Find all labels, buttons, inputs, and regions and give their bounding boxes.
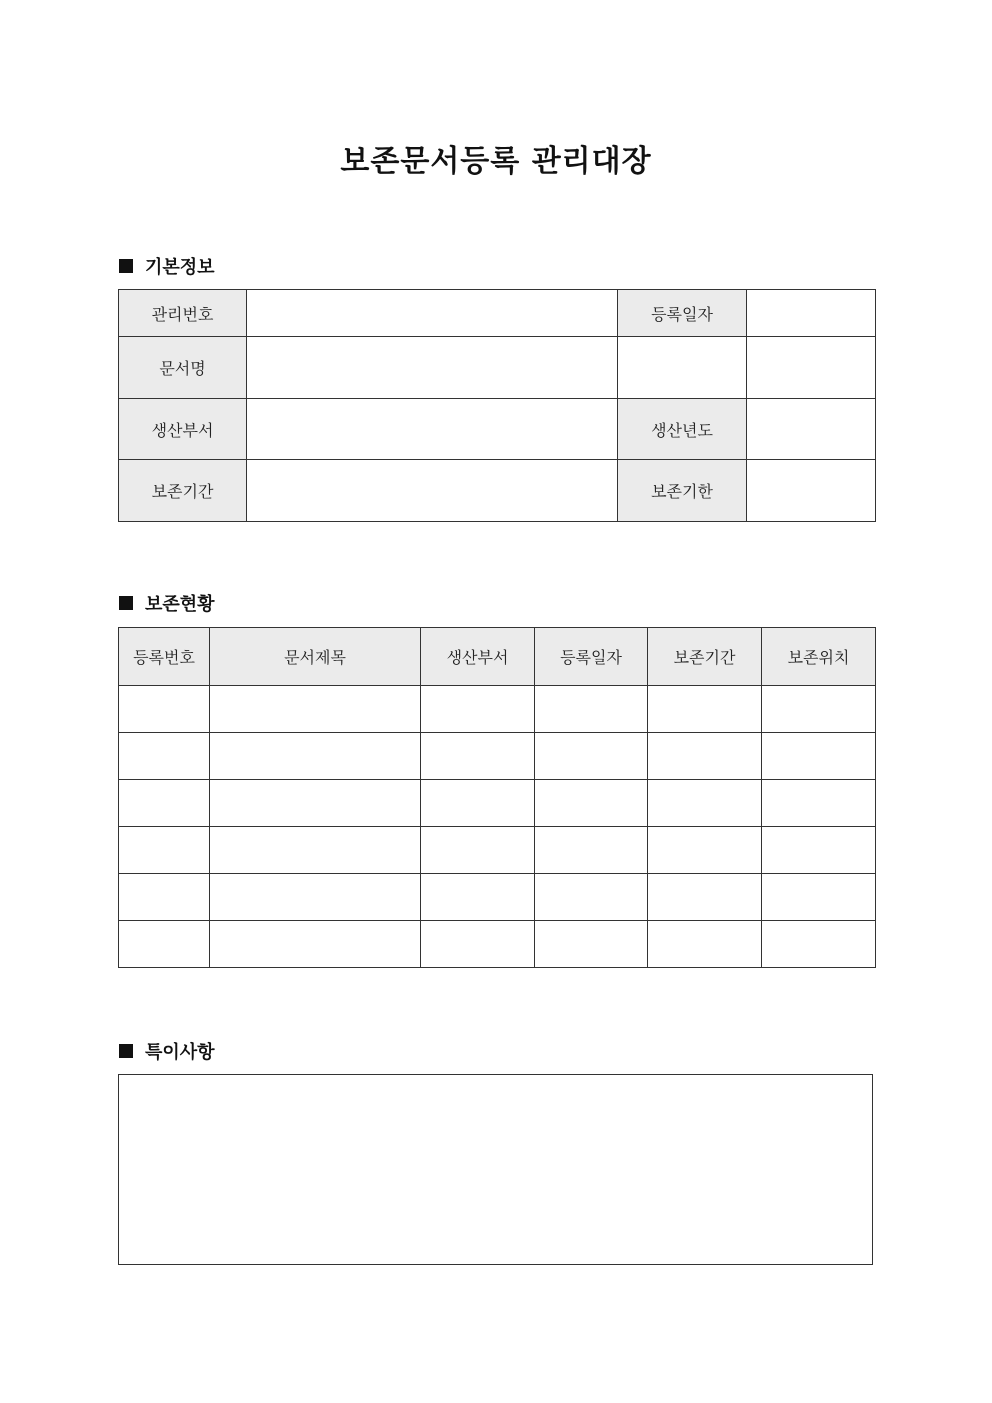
table-cell[interactable]	[762, 780, 876, 827]
blank-cell[interactable]	[618, 337, 747, 399]
reg-date-field[interactable]	[747, 290, 876, 337]
square-bullet-icon	[119, 1044, 133, 1058]
col-header-storage-location: 보존위치	[762, 628, 876, 686]
table-row	[119, 460, 876, 522]
table-row	[119, 733, 876, 780]
table-cell[interactable]	[210, 921, 421, 968]
table-cell[interactable]	[535, 827, 648, 874]
table-cell[interactable]	[210, 827, 421, 874]
section-label: 특이사항	[145, 1042, 215, 1063]
table-cell[interactable]	[119, 921, 210, 968]
doc-name-field[interactable]	[247, 337, 618, 399]
table-cell[interactable]	[762, 874, 876, 921]
remarks-box[interactable]	[118, 1074, 873, 1265]
table-cell[interactable]	[210, 733, 421, 780]
table-cell[interactable]	[119, 827, 210, 874]
table-cell[interactable]	[648, 686, 762, 733]
table-header-row	[119, 628, 876, 686]
table-cell[interactable]	[535, 780, 648, 827]
table-cell[interactable]	[535, 874, 648, 921]
status-table	[118, 627, 876, 968]
table-row	[119, 290, 876, 337]
table-row	[119, 780, 876, 827]
section-heading-status	[119, 590, 215, 616]
table-cell[interactable]	[119, 780, 210, 827]
dept-field[interactable]	[247, 399, 618, 460]
table-cell[interactable]	[762, 686, 876, 733]
col-header-reg-date: 등록일자	[535, 628, 648, 686]
square-bullet-icon	[119, 596, 133, 610]
table-cell[interactable]	[762, 827, 876, 874]
table-row	[119, 874, 876, 921]
table-cell[interactable]	[210, 780, 421, 827]
table-row	[119, 686, 876, 733]
table-cell[interactable]	[210, 874, 421, 921]
doc-name-label: 문서명	[119, 337, 247, 399]
mgmt-no-field[interactable]	[247, 290, 618, 337]
table-cell[interactable]	[762, 733, 876, 780]
col-header-doc-title: 문서제목	[210, 628, 421, 686]
table-cell[interactable]	[119, 874, 210, 921]
table-cell[interactable]	[421, 780, 535, 827]
col-header-dept: 생산부서	[421, 628, 535, 686]
retention-deadline-label: 보존기한	[618, 460, 747, 522]
table-cell[interactable]	[119, 733, 210, 780]
table-cell[interactable]	[421, 733, 535, 780]
prod-year-field[interactable]	[747, 399, 876, 460]
retention-period-label: 보존기간	[119, 460, 247, 522]
col-header-retention-period: 보존기간	[648, 628, 762, 686]
table-cell[interactable]	[210, 686, 421, 733]
table-row	[119, 827, 876, 874]
table-cell[interactable]	[119, 686, 210, 733]
retention-deadline-field[interactable]	[747, 460, 876, 522]
section-label: 보존현황	[145, 594, 215, 615]
table-cell[interactable]	[535, 921, 648, 968]
table-cell[interactable]	[648, 921, 762, 968]
table-cell[interactable]	[648, 827, 762, 874]
mgmt-no-label: 관리번호	[119, 290, 247, 337]
retention-period-field[interactable]	[247, 460, 618, 522]
blank-cell[interactable]	[747, 337, 876, 399]
prod-year-label: 생산년도	[618, 399, 747, 460]
section-heading-basic-info	[119, 253, 215, 279]
basic-info-table	[118, 289, 876, 522]
table-cell[interactable]	[421, 874, 535, 921]
table-row	[119, 337, 876, 399]
col-header-reg-no: 등록번호	[119, 628, 210, 686]
table-cell[interactable]	[535, 733, 648, 780]
table-row	[119, 399, 876, 460]
reg-date-label: 등록일자	[618, 290, 747, 337]
section-heading-remarks	[119, 1038, 215, 1064]
table-cell[interactable]	[762, 921, 876, 968]
table-row	[119, 921, 876, 968]
section-label: 기본정보	[145, 257, 215, 278]
dept-label: 생산부서	[119, 399, 247, 460]
table-cell[interactable]	[648, 733, 762, 780]
square-bullet-icon	[119, 259, 133, 273]
table-cell[interactable]	[421, 921, 535, 968]
table-cell[interactable]	[535, 686, 648, 733]
table-cell[interactable]	[648, 874, 762, 921]
table-cell[interactable]	[648, 780, 762, 827]
table-cell[interactable]	[421, 827, 535, 874]
table-cell[interactable]	[421, 686, 535, 733]
page-title: 보존문서등록 관리대장	[340, 144, 652, 179]
